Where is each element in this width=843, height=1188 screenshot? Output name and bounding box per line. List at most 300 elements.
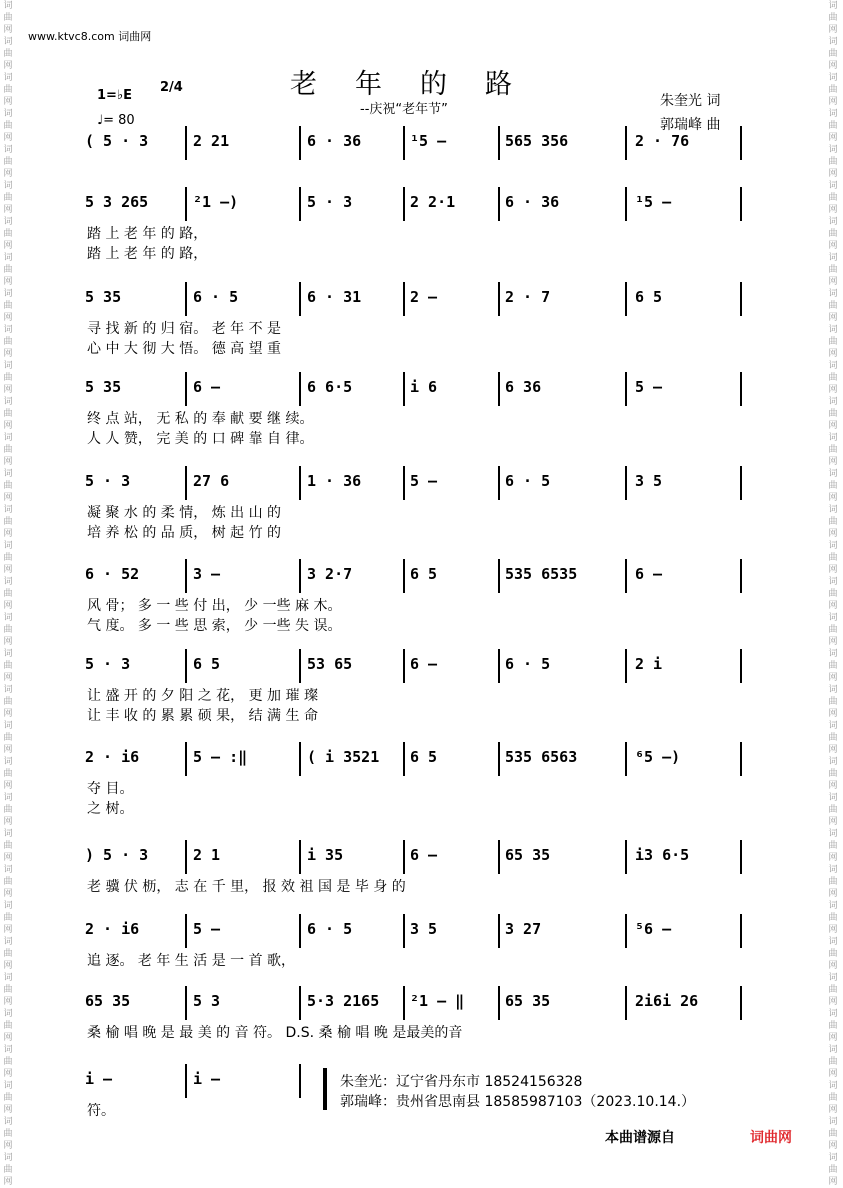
lyric-line: 终 点 站， 无 私 的 奉 献 要 继 续。: [87, 411, 314, 427]
watermark-glyph: 网: [3, 97, 13, 107]
watermark-glyph: 词: [828, 649, 838, 659]
measure: 27 6: [193, 472, 230, 490]
score-row: [75, 472, 765, 541]
barline: [403, 372, 405, 406]
watermark-glyph: 曲: [3, 373, 13, 383]
watermark-glyph: 词: [828, 721, 838, 731]
watermark-glyph: 曲: [828, 913, 838, 923]
watermark-glyph: 网: [3, 61, 13, 71]
watermark-glyph: 网: [828, 1177, 838, 1187]
barline: [403, 986, 405, 1020]
watermark-glyph: 曲: [3, 661, 13, 671]
watermark-glyph: 词: [828, 901, 838, 911]
measure: 3 5: [410, 920, 438, 938]
lyric-line: 寻 找 新 的 归 宿。 老 年 不 是: [87, 321, 282, 337]
barline: [299, 649, 301, 683]
source-brand-link[interactable]: 词曲网: [750, 1130, 792, 1146]
watermark-glyph: 词: [3, 721, 13, 731]
watermark-glyph: 网: [3, 1105, 13, 1115]
watermark-glyph: 网: [3, 241, 13, 251]
watermark-glyph: 曲: [3, 481, 13, 491]
watermark-glyph: 词: [3, 829, 13, 839]
watermark-glyph: 网: [828, 421, 838, 431]
barline: [740, 126, 742, 160]
watermark-glyph: 网: [3, 997, 13, 1007]
watermark-glyph: 曲: [828, 625, 838, 635]
lyric-line: 让 盛 开 的 夕 阳 之 花， 更 加 璀 璨: [87, 688, 318, 704]
barline: [185, 466, 187, 500]
watermark-glyph: 词: [3, 757, 13, 767]
watermark-glyph: 网: [828, 529, 838, 539]
watermark-glyph: 曲: [3, 121, 13, 131]
watermark-glyph: 词: [828, 793, 838, 803]
watermark-glyph: 词: [3, 1153, 13, 1163]
barline: [625, 742, 627, 776]
watermark-glyph: 网: [828, 601, 838, 611]
watermark-glyph: 曲: [828, 805, 838, 815]
watermark-glyph: 词: [3, 253, 13, 263]
measure: 65 35: [505, 992, 551, 1010]
barline: [403, 126, 405, 160]
watermark-glyph: 曲: [3, 49, 13, 59]
watermark-glyph: 网: [3, 1141, 13, 1151]
watermark-glyph: 曲: [3, 85, 13, 95]
score-row: [75, 378, 765, 447]
measure: 5·3 2165: [307, 992, 380, 1010]
barline: [185, 282, 187, 316]
watermark-glyph: 词: [828, 1009, 838, 1019]
song-subtitle: --庆祝“老年节”: [360, 102, 448, 117]
barline: [498, 986, 500, 1020]
watermark-glyph: 网: [3, 493, 13, 503]
watermark-glyph: 网: [828, 313, 838, 323]
barline: [299, 126, 301, 160]
measure: 2i6i 26: [635, 992, 699, 1010]
watermark-glyph: 曲: [3, 1129, 13, 1139]
watermark-glyph: 网: [828, 781, 838, 791]
watermark-glyph: 曲: [828, 769, 838, 779]
measure: 3 2·7: [307, 565, 353, 583]
barline: [185, 187, 187, 221]
barline: [740, 742, 742, 776]
barline: [498, 372, 500, 406]
measure: ¹5 –: [635, 193, 672, 211]
score-row: [75, 565, 765, 634]
watermark-glyph: 曲: [3, 229, 13, 239]
score-row: [75, 748, 765, 817]
watermark-glyph: 曲: [3, 913, 13, 923]
watermark-glyph: 网: [828, 493, 838, 503]
measure: 6 5: [193, 655, 221, 673]
watermark-glyph: 网: [3, 421, 13, 431]
measure: 565 356: [505, 132, 569, 150]
watermark-glyph: 词: [828, 757, 838, 767]
watermark-glyph: 曲: [828, 193, 838, 203]
watermark-glyph: 网: [828, 385, 838, 395]
lyric-line: 风 骨； 多 一 些 付 出， 少 一些 麻 木。: [87, 598, 342, 614]
watermark-glyph: 曲: [3, 1093, 13, 1103]
measure: 5 –: [410, 472, 438, 490]
watermark-glyph: 网: [828, 817, 838, 827]
watermark-glyph: 曲: [828, 121, 838, 131]
watermark-glyph: 曲: [3, 13, 13, 23]
watermark-glyph: 曲: [3, 517, 13, 527]
measure: 6 · 5: [307, 920, 353, 938]
watermark-glyph: 曲: [3, 553, 13, 563]
barline: [403, 282, 405, 316]
watermark-glyph: 曲: [828, 1093, 838, 1103]
watermark-glyph: 词: [828, 1153, 838, 1163]
barline: [625, 559, 627, 593]
barline: [299, 282, 301, 316]
barline: [625, 187, 627, 221]
watermark-glyph: 曲: [3, 157, 13, 167]
measure: i –: [85, 1070, 113, 1088]
measure: 5 · 3: [307, 193, 353, 211]
watermark-glyph: 网: [828, 925, 838, 935]
watermark-glyph: 网: [3, 1033, 13, 1043]
measure: 1 · 36: [307, 472, 362, 490]
watermark-glyph: 曲: [3, 445, 13, 455]
barline: [625, 986, 627, 1020]
watermark-glyph: 词: [3, 289, 13, 299]
barline: [740, 559, 742, 593]
watermark-glyph: 网: [828, 1141, 838, 1151]
score-row: [75, 992, 765, 1041]
lyric-line: 踏 上 老 年 的 路，: [87, 226, 208, 242]
lyric-line: 符。: [87, 1103, 115, 1119]
measure: 2 i: [635, 655, 663, 673]
watermark-glyph: 词: [3, 793, 13, 803]
site-url[interactable]: www.ktvc8.com 词曲网: [28, 30, 152, 43]
measure: 2 · 7: [505, 288, 551, 306]
watermark-glyph: 曲: [3, 733, 13, 743]
watermark-glyph: 词: [828, 577, 838, 587]
watermark-glyph: 词: [828, 109, 838, 119]
barline: [740, 840, 742, 874]
watermark-glyph: 曲: [3, 877, 13, 887]
lyric-line: 人 人 赞， 完 美 的 口 碑 靠 自 律。: [87, 431, 314, 447]
barline: [498, 126, 500, 160]
measure: i –: [193, 1070, 221, 1088]
barline: [403, 187, 405, 221]
measure: 6 5: [410, 748, 438, 766]
watermark-glyph: 曲: [3, 1021, 13, 1031]
watermark-glyph: 网: [3, 277, 13, 287]
watermark-glyph: 词: [3, 433, 13, 443]
watermark-glyph: 词: [828, 1081, 838, 1091]
watermark-glyph: 网: [3, 529, 13, 539]
watermark-glyph: 网: [828, 853, 838, 863]
watermark-glyph: 曲: [3, 841, 13, 851]
barline: [740, 649, 742, 683]
measure: 6 · 5: [505, 655, 551, 673]
watermark-glyph: 曲: [3, 301, 13, 311]
watermark-glyph: 网: [828, 277, 838, 287]
watermark-glyph: 网: [3, 25, 13, 35]
watermark-glyph: 词: [828, 253, 838, 263]
watermark-glyph: 词: [3, 73, 13, 83]
watermark-glyph: 网: [3, 565, 13, 575]
watermark-glyph: 词: [828, 937, 838, 947]
lyric-line: 老 骥 伏 枥， 志 在 千 里， 报 效 祖 国 是 毕 身 的: [87, 879, 406, 895]
watermark-glyph: 词: [3, 505, 13, 515]
barline: [299, 914, 301, 948]
watermark-glyph: 曲: [3, 985, 13, 995]
barline: [299, 742, 301, 776]
watermark-glyph: 曲: [828, 985, 838, 995]
measure: ²1 – ‖: [410, 992, 465, 1010]
lyric-line: 培 养 松 的 品 质， 树 起 竹 的: [87, 525, 282, 541]
measure: 3 5: [635, 472, 663, 490]
barline: [625, 126, 627, 160]
watermark-glyph: 网: [3, 781, 13, 791]
contact-composer: 郭瑞峰：贵州省思南县 18585987103（2023.10.14.）: [340, 1094, 696, 1110]
watermark-glyph: 词: [3, 145, 13, 155]
watermark-glyph: 词: [828, 505, 838, 515]
watermark-glyph: 网: [3, 853, 13, 863]
watermark-glyph: 网: [828, 241, 838, 251]
watermark-glyph: 网: [3, 961, 13, 971]
barline: [625, 282, 627, 316]
watermark-glyph: 网: [828, 97, 838, 107]
watermark-glyph: 网: [828, 205, 838, 215]
watermark-glyph: 网: [3, 889, 13, 899]
watermark-glyph: 曲: [828, 733, 838, 743]
barline: [740, 466, 742, 500]
score-row: [75, 846, 765, 895]
watermark-glyph: 网: [3, 457, 13, 467]
watermark-glyph: 网: [3, 925, 13, 935]
measure: 2 · i6: [85, 748, 140, 766]
measure: 6 5: [635, 288, 663, 306]
watermark-glyph: 词: [3, 1081, 13, 1091]
key-signature: 1=♭E: [97, 88, 132, 103]
watermark-glyph: 词: [828, 289, 838, 299]
time-signature: 2/4: [160, 80, 183, 95]
barline: [403, 914, 405, 948]
watermark-glyph: 网: [3, 313, 13, 323]
watermark-glyph: 曲: [828, 85, 838, 95]
watermark-glyph: 曲: [828, 661, 838, 671]
watermark-glyph: 网: [3, 817, 13, 827]
score-row: [75, 193, 765, 262]
measure: 3 –: [193, 565, 221, 583]
barline: [299, 372, 301, 406]
watermark-glyph: 曲: [828, 265, 838, 275]
barline: [498, 914, 500, 948]
watermark-glyph: 曲: [828, 481, 838, 491]
measure: ( i 3521: [307, 748, 380, 766]
watermark-glyph: 词: [828, 325, 838, 335]
measure: 5 3: [193, 992, 221, 1010]
measure: 6 –: [410, 846, 438, 864]
barline: [299, 559, 301, 593]
watermark-glyph: 网: [828, 133, 838, 143]
measure: 2 1: [193, 846, 221, 864]
barline: [498, 187, 500, 221]
watermark-glyph: 词: [3, 865, 13, 875]
watermark-glyph: 词: [3, 649, 13, 659]
watermark-glyph: 曲: [3, 697, 13, 707]
barline: [299, 840, 301, 874]
watermark-glyph: 曲: [828, 301, 838, 311]
measure: 6 5: [410, 565, 438, 583]
watermark-glyph: 曲: [828, 337, 838, 347]
watermark-glyph: 网: [3, 1069, 13, 1079]
measure: i3 6·5: [635, 846, 690, 864]
watermark-glyph: 词: [3, 469, 13, 479]
watermark-glyph: 网: [828, 1033, 838, 1043]
watermark-glyph: 词: [3, 361, 13, 371]
watermark-glyph: 曲: [828, 1057, 838, 1067]
watermark-glyph: 词: [828, 613, 838, 623]
watermark-glyph: 词: [3, 109, 13, 119]
watermark-glyph: 曲: [3, 769, 13, 779]
measure: 65 35: [85, 992, 131, 1010]
watermark-glyph: 网: [3, 205, 13, 215]
barline: [625, 372, 627, 406]
barline: [498, 840, 500, 874]
watermark-glyph: 词: [828, 1, 838, 11]
watermark-glyph: 曲: [828, 949, 838, 959]
barline: [625, 649, 627, 683]
watermark-glyph: 词: [3, 577, 13, 587]
barline: [185, 914, 187, 948]
watermark-glyph: 词: [828, 73, 838, 83]
watermark-glyph: 曲: [828, 373, 838, 383]
measure: ) 5 · 3: [85, 846, 149, 864]
watermark-glyph: 曲: [828, 409, 838, 419]
measure: 6 –: [193, 378, 221, 396]
measure: ¹5 –: [410, 132, 447, 150]
measure: 6 36: [505, 378, 542, 396]
barline: [299, 466, 301, 500]
measure: 2 · 76: [635, 132, 690, 150]
barline: [740, 282, 742, 316]
watermark-glyph: 词: [828, 1045, 838, 1055]
measure: 5 · 3: [85, 655, 131, 673]
watermark-glyph: 网: [3, 349, 13, 359]
watermark-glyph: 曲: [828, 841, 838, 851]
barline: [625, 840, 627, 874]
barline: [299, 187, 301, 221]
watermark-glyph: 曲: [828, 1129, 838, 1139]
barline: [403, 840, 405, 874]
watermark-glyph: 曲: [828, 589, 838, 599]
measure: ⁶5 –): [635, 748, 681, 766]
watermark-glyph: 词: [3, 1045, 13, 1055]
watermark-glyph: 网: [828, 565, 838, 575]
watermark-glyph: 词: [828, 1117, 838, 1127]
measure: ( 5 · 3: [85, 132, 149, 150]
barline: [403, 466, 405, 500]
measure: 2 21: [193, 132, 230, 150]
watermark-glyph: 词: [828, 145, 838, 155]
barline: [185, 372, 187, 406]
lyric-line: 让 丰 收 的 累 累 硕 果， 结 满 生 命: [87, 708, 318, 724]
barline: [403, 559, 405, 593]
watermark-glyph: 网: [3, 385, 13, 395]
measure: 3 27: [505, 920, 542, 938]
watermark-glyph: 网: [828, 637, 838, 647]
barline: [498, 282, 500, 316]
watermark-glyph: 曲: [3, 949, 13, 959]
watermark-glyph: 网: [3, 709, 13, 719]
measure: 535 6535: [505, 565, 578, 583]
measure: 2 2·1: [410, 193, 456, 211]
score-row: [75, 288, 765, 357]
tempo-marking: ♩= 80: [97, 113, 135, 128]
watermark-glyph: 网: [3, 133, 13, 143]
watermark-glyph: 词: [3, 541, 13, 551]
composer-credit: 郭瑞峰 曲: [660, 117, 721, 133]
measure: 6 · 52: [85, 565, 140, 583]
lyric-line: 夺 目。: [87, 781, 134, 797]
measure: 6 · 31: [307, 288, 362, 306]
barline: [299, 1064, 301, 1098]
watermark-glyph: 词: [3, 685, 13, 695]
watermark-glyph: 网: [828, 889, 838, 899]
contact-lyricist: 朱奎光：辽宁省丹东市 18524156328: [340, 1074, 583, 1090]
watermark-glyph: 曲: [3, 805, 13, 815]
watermark-glyph: 曲: [3, 1165, 13, 1175]
measure: 53 65: [307, 655, 353, 673]
barline: [403, 742, 405, 776]
barline: [498, 466, 500, 500]
watermark-glyph: 曲: [3, 1057, 13, 1067]
measure: 6 · 5: [505, 472, 551, 490]
barline: [498, 559, 500, 593]
measure: 535 6563: [505, 748, 578, 766]
measure: 6 · 36: [505, 193, 560, 211]
barline: [740, 372, 742, 406]
watermark-glyph: 网: [828, 61, 838, 71]
left-watermark-strip: [0, 0, 16, 1187]
barline: [403, 649, 405, 683]
barline: [740, 986, 742, 1020]
watermark-glyph: 词: [3, 613, 13, 623]
watermark-glyph: 网: [3, 637, 13, 647]
lyric-line: 凝 聚 水 的 柔 情， 炼 出 山 的: [87, 505, 282, 521]
watermark-glyph: 曲: [828, 877, 838, 887]
watermark-glyph: 词: [3, 397, 13, 407]
measure: 6 –: [635, 565, 663, 583]
watermark-glyph: 词: [828, 397, 838, 407]
watermark-glyph: 词: [3, 325, 13, 335]
final-barline: [323, 1068, 327, 1110]
watermark-glyph: 曲: [3, 265, 13, 275]
watermark-glyph: 曲: [3, 409, 13, 419]
watermark-glyph: 网: [3, 1177, 13, 1187]
lyricist-credit: 朱奎光 词: [660, 93, 721, 109]
barline: [740, 187, 742, 221]
score-row: [75, 655, 765, 724]
barline: [299, 986, 301, 1020]
watermark-glyph: 词: [3, 973, 13, 983]
watermark-glyph: 曲: [3, 193, 13, 203]
watermark-glyph: 网: [828, 349, 838, 359]
watermark-glyph: 词: [828, 361, 838, 371]
measure: ⁵6 –: [635, 920, 672, 938]
watermark-glyph: 词: [828, 469, 838, 479]
watermark-glyph: 曲: [828, 517, 838, 527]
watermark-glyph: 词: [3, 1117, 13, 1127]
barline: [740, 914, 742, 948]
measure: 5 · 3: [85, 472, 131, 490]
watermark-glyph: 曲: [3, 589, 13, 599]
watermark-glyph: 词: [828, 829, 838, 839]
